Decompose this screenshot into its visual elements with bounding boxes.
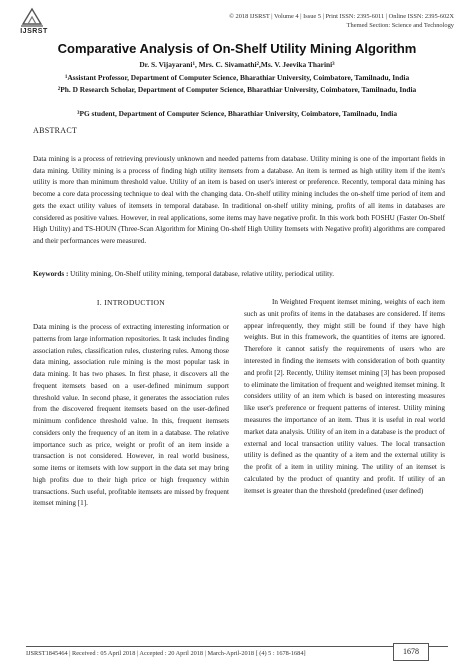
right-column	[244, 297, 445, 498]
affiliation-mark: 2	[57, 87, 61, 92]
journal-logo	[11, 6, 57, 42]
logo-text: IJSRST	[20, 28, 48, 35]
affiliation-mark: 3	[76, 111, 80, 116]
abstract-body: Data mining is a process of retrieving previously unknown and needed patterns from database. Utility mining is one of the important fields in data mining. Utility mining is a process of finding high utility itemsets from a database. An item is termed as high utility item if the item's utility is more than minimum threshold value. Utility of an item is based on user's interest or preference. Recently, temporal data mining has become a core data processing technique to deal with the changing data. On-shelf utility mining includes the on-shelf time period of item and gets the exact utility values of itemsets in temporal database. In traditional on-shelf utility mining, profits of all items in databases are considered as positive values. However, in real applications, some items may have negative profit. In this work both FOSHU (Faster On-Shelf High Utility) and TS-HOUN (Three-Scan Algorithm for Mining On-shelf High Utility Itemsets with Negative profit) algorithms are compared and their performances were measured.	[33, 155, 445, 245]
paper-title: Comparative Analysis of On-Shelf Utility Mining Algorithm	[57, 41, 417, 56]
introduction-heading: I. INTRODUCTION	[96, 298, 166, 307]
keywords	[33, 269, 445, 280]
affiliation-2	[36, 84, 438, 96]
affiliation-mark: 1	[64, 75, 68, 80]
logo-emblem-icon	[19, 6, 45, 28]
page-number: 1678	[393, 643, 429, 661]
author-mark: 3	[332, 62, 335, 67]
author-mark: 2	[256, 62, 260, 67]
affiliation-text: PG student, Department of Computer Science, Bharathiar University, Coimbatore, Tamilnadu, India	[79, 109, 398, 118]
footer-divider	[26, 646, 448, 647]
author-list: Dr. S. Vijayarani$^1$, Mrs. C. Sivamathi$^2$,Ms. V. Jeevika Tharini$^3$	[139, 60, 335, 69]
affiliation-text: Assistant Professor, Department of Computer Science, Bharathiar University, Coimbatore, Tamilnadu, India	[67, 73, 410, 82]
left-column	[33, 322, 229, 510]
affiliation-3	[36, 108, 438, 120]
author-name: Mrs. C. Sivamathi	[198, 60, 257, 69]
journal-info: © 2018 IJSRST | Volume 4 | Issue 5 | Print ISSN: 2395-6011 | Online ISSN: 2395-602X	[229, 13, 454, 20]
author-name: Dr. S. Vijayarani	[139, 60, 193, 69]
abstract-heading: ABSTRACT	[33, 126, 78, 135]
author-name: Ms. V. Jeevika Tharini	[260, 60, 333, 69]
themed-section: Themed Section: Science and Technology	[346, 22, 454, 29]
keywords-label: Keywords :	[33, 270, 69, 278]
body-paragraph: In Weighted Frequent itemset mining, weights of each item such as unit profits of items in the databases are considered. If items appear infrequently, they might still be found if they have high weights. But in this framework, the quantities of items are ignored. Therefore it cannot satisfy the requirements of users who are interested in finding the itemsets with consideration of both quantity and profit [2]. Recently, Utility itemset mining [3] has been proposed to eliminate the limitation of frequent and weighted itemset mining. It considers utility of an item which is based on interesting measures like user's preference or frequent patterns of interest. Utility mining measures the importance of an item. Thus it is useful in real world market data analysis. Utility of an item in a database is the product of external and local transaction utility values. The local transaction utility is defined as the quantity of a item and the external utility is the profit of a item in utility mining. The utility of an itemset is calculated by the product of quantity and profit. If utility of an itemset is greater than the threshold (predefined (user defined)	[244, 298, 446, 495]
author-mark: 1	[192, 62, 195, 67]
footer-citation: IJSRST1845464 | Received : 05 April 2018 | Accepted : 20 April 2018 | March-April-2018 [ (4) 5 : 1678-1684]	[26, 650, 306, 657]
body-paragraph: Data mining is the process of extracting interesting information or patterns from large information repositories. It task includes finding association rules, classification rules, clustering rules. Among those data mining, association rule mining is the most popular task in data mining. It has two phases. In first phase, it discovers all the frequent itemsets based on a user-defined minimum support threshold value. In second phase, it generates the association rules from the discovered frequent itemsets based on the user-defined minimum confidence threshold value. In this, frequent itemsets considers only the frequency of an item in a database. The relative importance such as price, weight or profit of an item inside a transaction is not considered. However, in real world business, some items or itemsets with low support in the data set may bring high profits due to their high price or high frequency within transactions. Such useful, profitable itemsets are missed by frequent itemset mining [1].	[33, 323, 229, 508]
keywords-text: Utility mining, On-Shelf utility mining, temporal database, relative utility, periodical utility.	[70, 270, 335, 278]
affiliation-text: Ph. D Research Scholar, Department of Computer Science, Bharathiar University, Coimbatore, Tamilnadu, India	[60, 85, 417, 94]
affiliation-1	[36, 72, 438, 84]
